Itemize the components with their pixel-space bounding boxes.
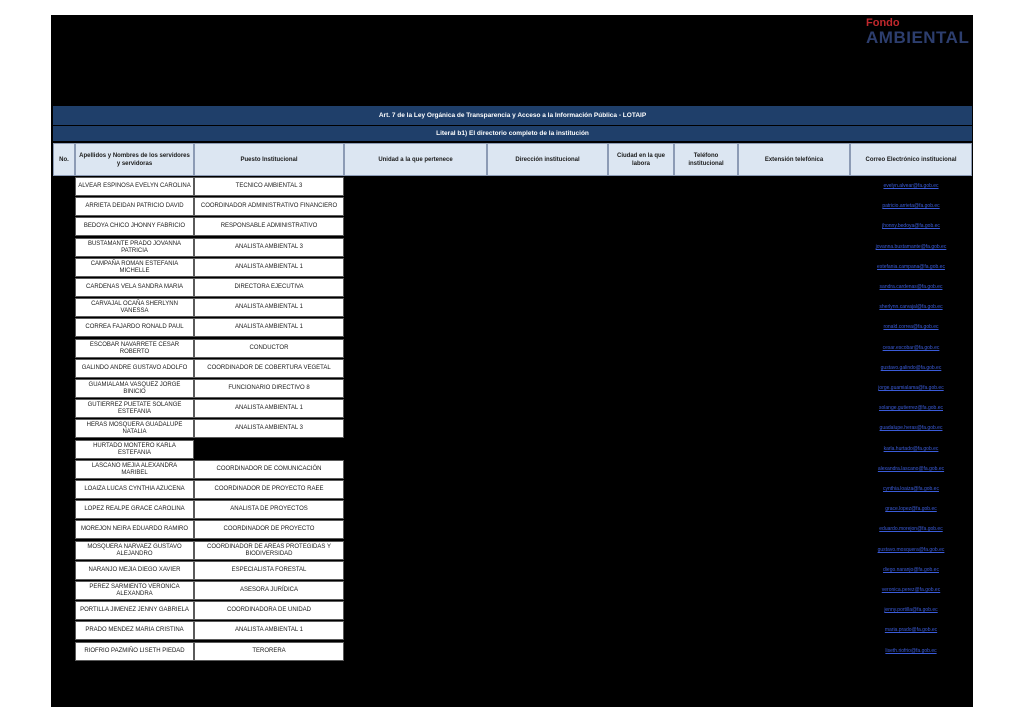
cell-puesto: ANALISTA AMBIENTAL 1 — [194, 258, 344, 277]
cell-puesto: ASESORA JURÍDICA — [194, 581, 344, 600]
cell-correo-link[interactable]: jenny.portilla@fa.gob.ec — [884, 607, 938, 613]
cell-correo-link[interactable]: jorge.guamialama@fa.gob.ec — [878, 385, 944, 391]
cell-puesto: TERORERA — [194, 642, 344, 661]
cell-nombre: GUAMIALAMA VASQUEZ JORGE BINICIO — [75, 379, 194, 398]
cell-correo-link[interactable]: diego.naranjo@fa.gob.ec — [883, 567, 939, 573]
cell-correo-link[interactable]: ronald.correa@fa.gob.ec — [883, 324, 939, 330]
cell-nombre: NARANJO MEJIA DIEGO XAVIER — [75, 561, 194, 580]
cell-correo-link[interactable]: karla.hurtado@fa.gob.ec — [883, 446, 939, 452]
table-row — [0, 601, 1024, 620]
cell-nombre: CORREA FAJARDO RONALD PAUL — [75, 318, 194, 337]
table-row — [0, 419, 1024, 438]
header-no: No. — [53, 143, 75, 176]
cell-puesto: CONDUCTOR — [194, 339, 344, 358]
cell-puesto: COORDINADOR DE COBERTURA VEGETAL — [194, 359, 344, 378]
table-row — [0, 440, 1024, 459]
cell-correo-link[interactable]: veronica.perez@fa.gob.ec — [881, 587, 941, 593]
fondo-ambiental-logo — [866, 17, 970, 48]
cell-nombre: LASCANO MEJIA ALEXANDRA MARIBEL — [75, 460, 194, 479]
cell-correo-link[interactable]: gustavo.mosquera@fa.gob.ec — [877, 547, 945, 553]
cell-puesto: COORDINADOR DE COMUNICACIÓN — [194, 460, 344, 479]
table-row — [0, 520, 1024, 539]
cell-nombre: LOPEZ REALPE GRACE CAROLINA — [75, 500, 194, 519]
cell-nombre: RIOFRIO PAZMIÑO LISETH PIEDAD — [75, 642, 194, 661]
table-row — [0, 238, 1024, 257]
header-correo: Correo Electrónico institucional — [850, 143, 972, 176]
cell-correo-link[interactable]: sherlynn.carvajal@fa.gob.ec — [879, 304, 943, 310]
cell-correo-link[interactable]: alexandra.lascano@fa.gob.ec — [877, 466, 945, 472]
page-title: Art. 7 de la Ley Orgánica de Transparencia y Acceso a la Información Pública - LOTAIP — [53, 106, 972, 125]
cell-correo-link[interactable]: cesar.escobar@fa.gob.ec — [882, 345, 940, 351]
cell-correo-link[interactable]: cynthia.loaiza@fa.gob.ec — [883, 486, 939, 492]
cell-puesto: ANALISTA AMBIENTAL 1 — [194, 298, 344, 317]
table-row — [0, 399, 1024, 418]
cell-nombre: PORTILLA JIMENEZ JENNY GABRIELA — [75, 601, 194, 620]
cell-nombre: ESCOBAR NAVARRETE CESAR ROBERTO — [75, 339, 194, 358]
cell-puesto: ANALISTA AMBIENTAL 1 — [194, 621, 344, 640]
cell-puesto: DIRECTORA EJECUTIVA — [194, 278, 344, 297]
cell-correo-link[interactable]: jovanna.bustamante@fa.gob.ec — [875, 244, 947, 250]
page-subtitle: Literal b1) El directorio completo de la institución — [53, 126, 972, 141]
table-row — [0, 359, 1024, 378]
cell-correo-link[interactable]: sandra.cardenas@fa.gob.ec — [879, 284, 943, 290]
header-unidad: Unidad a la que pertenece — [344, 143, 487, 176]
cell-correo-link[interactable]: maria.prado@fa.gob.ec — [884, 627, 938, 633]
header-direccion: Dirección institucional — [487, 143, 608, 176]
cell-nombre: PEREZ SARMIENTO VERONICA ALEXANDRA — [75, 581, 194, 600]
cell-puesto: COORDINADORA DE UNIDAD — [194, 601, 344, 620]
logo-line-1: Fondo — [866, 17, 900, 29]
cell-correo-link[interactable]: patricio.arrieta@fa.gob.ec — [882, 203, 940, 209]
cell-nombre: MOSQUERA NARVAEZ GUSTAVO ALEJANDRO — [75, 541, 194, 560]
header-extension: Extensión telefónica — [738, 143, 850, 176]
cell-nombre: CARDENAS VELA SANDRA MARIA — [75, 278, 194, 297]
table-row — [0, 642, 1024, 661]
table-row — [0, 621, 1024, 640]
cell-nombre: BEDOYA CHICO JHONNY FABRICIO — [75, 217, 194, 236]
cell-nombre: CARVAJAL OCAÑA SHERLYNN VANESSA — [75, 298, 194, 317]
cell-puesto: ANALISTA AMBIENTAL 1 — [194, 318, 344, 337]
cell-correo-link[interactable]: estefania.campana@fa.gob.ec — [877, 264, 945, 270]
cell-correo-link[interactable]: eduardo.morejon@fa.gob.ec — [879, 526, 943, 532]
cell-nombre: LOAIZA LUCAS CYNTHIA AZUCENA — [75, 480, 194, 499]
header-puesto: Puesto Institucional — [194, 143, 344, 176]
header-telefono: Teléfono institucional — [674, 143, 738, 176]
cell-nombre: GALINDO ANDRE GUSTAVO ADOLFO — [75, 359, 194, 378]
table-row — [0, 339, 1024, 358]
cell-nombre: ALVEAR ESPINOSA EVELYN CAROLINA — [75, 177, 194, 196]
cell-puesto: ANALISTA AMBIENTAL 1 — [194, 399, 344, 418]
table-row — [0, 541, 1024, 560]
cell-puesto: FUNCIONARIO DIRECTIVO 8 — [194, 379, 344, 398]
cell-puesto: RESPONSABLE ADMINISTRATIVO — [194, 217, 344, 236]
cell-nombre: BUSTAMANTE PRADO JOVANNA PATRICIA — [75, 238, 194, 257]
cell-correo-link[interactable]: evelyn.alvear@fa.gob.ec — [883, 183, 939, 189]
header-ciudad: Ciudad en la que labora — [608, 143, 674, 176]
cell-puesto: ANALISTA AMBIENTAL 3 — [194, 419, 344, 438]
cell-puesto: COORDINADOR ADMINISTRATIVO FINANCIERO — [194, 197, 344, 216]
table-row — [0, 561, 1024, 580]
table-row — [0, 318, 1024, 337]
cell-nombre: PRADO MENDEZ MARIA CRISTINA — [75, 621, 194, 640]
table-row — [0, 500, 1024, 519]
table-row — [0, 298, 1024, 317]
cell-nombre: MOREJON NEIRA EDUARDO RAMIRO — [75, 520, 194, 539]
table-row — [0, 460, 1024, 479]
cell-puesto: ANALISTA AMBIENTAL 3 — [194, 238, 344, 257]
table-row — [0, 379, 1024, 398]
table-row — [0, 480, 1024, 499]
cell-correo-link[interactable]: guadalupe.heras@fa.gob.ec — [879, 425, 943, 431]
cell-puesto: ANALISTA DE PROYECTOS — [194, 500, 344, 519]
table-row — [0, 217, 1024, 236]
table-row — [0, 258, 1024, 277]
cell-correo-link[interactable]: solange.gutierrez@fa.gob.ec — [878, 405, 943, 411]
cell-puesto: COORDINADOR DE PROYECTO RAEE — [194, 480, 344, 499]
cell-nombre: HURTADO MONTERO KARLA ESTEFANIA — [75, 440, 194, 459]
cell-nombre: GUTIERREZ PUETATE SOLANGE ESTEFANIA — [75, 399, 194, 418]
cell-correo-link[interactable]: grace.lopez@fa.gob.ec — [885, 506, 937, 512]
header-nombres: Apellidos y Nombres de los servidores y servidoras — [75, 143, 194, 176]
cell-nombre: ARRIETA DEIDAN PATRICIO DAVID — [75, 197, 194, 216]
table-row — [0, 278, 1024, 297]
cell-puesto: TECNICO AMBIENTAL 3 — [194, 177, 344, 196]
cell-puesto: COORDINADOR DE PROYECTO — [194, 520, 344, 539]
cell-correo-link[interactable]: gustavo.galindo@fa.gob.ec — [880, 365, 942, 371]
cell-correo-link[interactable]: liseth.riofrio@fa.gob.ec — [885, 648, 937, 654]
cell-nombre: HERAS MOSQUERA GUADALUPE NATALIA — [75, 419, 194, 438]
cell-correo-link[interactable]: jhonny.bedoya@fa.gob.ec — [882, 223, 940, 229]
table-row — [0, 177, 1024, 196]
cell-puesto: COORDINADOR DE AREAS PROTEGIDAS Y BIODIVERSIDAD — [194, 541, 344, 560]
logo-line-2: AMBIENTAL — [866, 28, 970, 47]
cell-puesto: ESPECIALISTA FORESTAL — [194, 561, 344, 580]
table-row — [0, 581, 1024, 600]
table-row — [0, 197, 1024, 216]
cell-nombre: CAMPAÑA ROMAN ESTEFANIA MICHELLE — [75, 258, 194, 277]
